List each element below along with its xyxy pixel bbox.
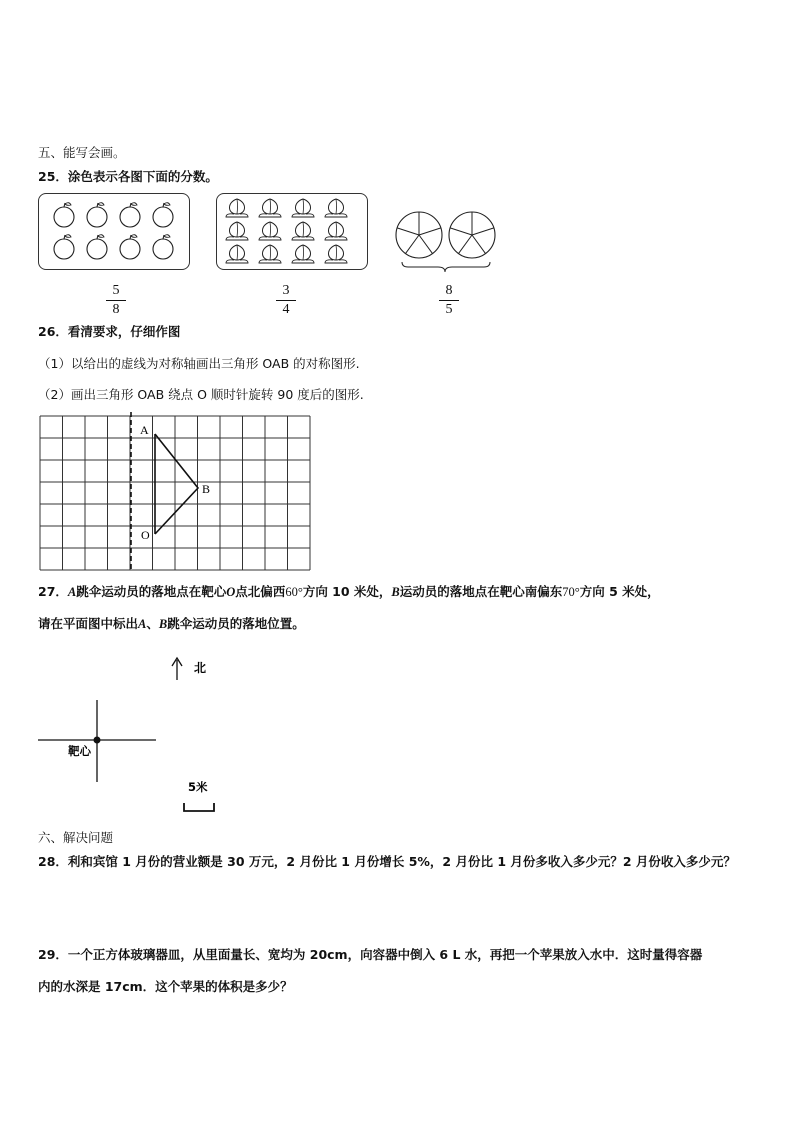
scale-bar	[184, 803, 214, 811]
apples-figure	[39, 194, 189, 269]
fraction-denominator: 8	[112, 302, 120, 317]
fraction-numerator: 5	[112, 283, 120, 298]
apple-icon	[54, 235, 74, 259]
section-title: 六、解决问题	[38, 830, 114, 845]
apple-box	[38, 193, 190, 270]
brace-icon	[402, 262, 490, 272]
peach-box	[216, 193, 368, 270]
peach-icon	[292, 245, 314, 263]
circles-figure	[392, 205, 502, 275]
point-b-label: B	[202, 482, 211, 496]
circle-fifths-icon	[449, 212, 495, 258]
peach-icon	[325, 245, 347, 263]
target-plan-figure	[30, 648, 230, 823]
grid-lines	[40, 416, 310, 570]
question-26: 26．看清要求，仔细作图	[38, 324, 181, 339]
peaches-figure	[217, 194, 367, 269]
fraction-numerator: 3	[282, 283, 290, 298]
fraction-5-8	[104, 283, 128, 318]
fraction-numerator: 8	[445, 283, 453, 298]
fraction-8-5	[437, 283, 461, 318]
scale-label: 5米	[188, 780, 208, 794]
question-26-part1: （1）以给出的虚线为对称轴画出三角形 OAB 的对称图形.	[38, 356, 360, 371]
target-center-dot	[94, 737, 101, 744]
peach-icon	[226, 199, 248, 217]
peach-icon	[226, 222, 248, 240]
target-center-label: 靶心	[68, 744, 91, 758]
circle-fifths-icon	[396, 212, 442, 258]
point-o-label: O	[141, 528, 150, 542]
question-27-line1: 27．A跳伞运动员的落地点在靶心O点北偏西60°方向 10 米处，B运动员的落地点在靶心南偏东70°方向 5 米处，	[38, 584, 660, 599]
peach-icon	[226, 245, 248, 263]
peach-icon	[292, 199, 314, 217]
question-27-line2: 请在平面图中标出A、B跳伞运动员的落地位置。	[38, 616, 305, 631]
question-26-part2: （2）画出三角形 OAB 绕点 O 顺时针旋转 90 度后的图形.	[38, 387, 364, 402]
peach-icon	[259, 245, 281, 263]
grid-figure	[36, 412, 316, 572]
peach-icon	[325, 199, 347, 217]
point-a-label: A	[140, 423, 149, 437]
question-28: 28．利和宾馆 1 月份的营业额是 30 万元，2 月份比 1 月份增长 5%，2 月份比 1 月份多收入多少元？2 月份收入多少元？	[38, 854, 736, 869]
fraction-3-4	[274, 283, 298, 318]
apple-icon	[153, 203, 173, 227]
apple-icon	[54, 203, 74, 227]
fraction-denominator: 4	[282, 302, 290, 317]
fraction-denominator: 5	[445, 302, 453, 317]
north-arrow-icon	[172, 658, 182, 680]
question-29-line1: 29．一个正方体玻璃器皿，从里面量长、宽均为 20cm，向容器中倒入 6 L 水，再把一个苹果放入水中．这时量得容器	[38, 947, 703, 962]
apple-icon	[120, 203, 140, 227]
peach-icon	[259, 222, 281, 240]
apple-icon	[153, 235, 173, 259]
north-label: 北	[194, 661, 207, 675]
apple-icon	[87, 203, 107, 227]
peach-icon	[292, 222, 314, 240]
apple-icon	[120, 235, 140, 259]
section-title: 五、能写会画。	[38, 145, 126, 160]
peach-icon	[259, 199, 281, 217]
question-29-line2: 内的水深是 17cm．这个苹果的体积是多少？	[38, 979, 293, 994]
question-25: 25．涂色表示各图下面的分数。	[38, 169, 218, 184]
peach-icon	[325, 222, 347, 240]
triangle-oab	[155, 434, 198, 534]
apple-icon	[87, 235, 107, 259]
